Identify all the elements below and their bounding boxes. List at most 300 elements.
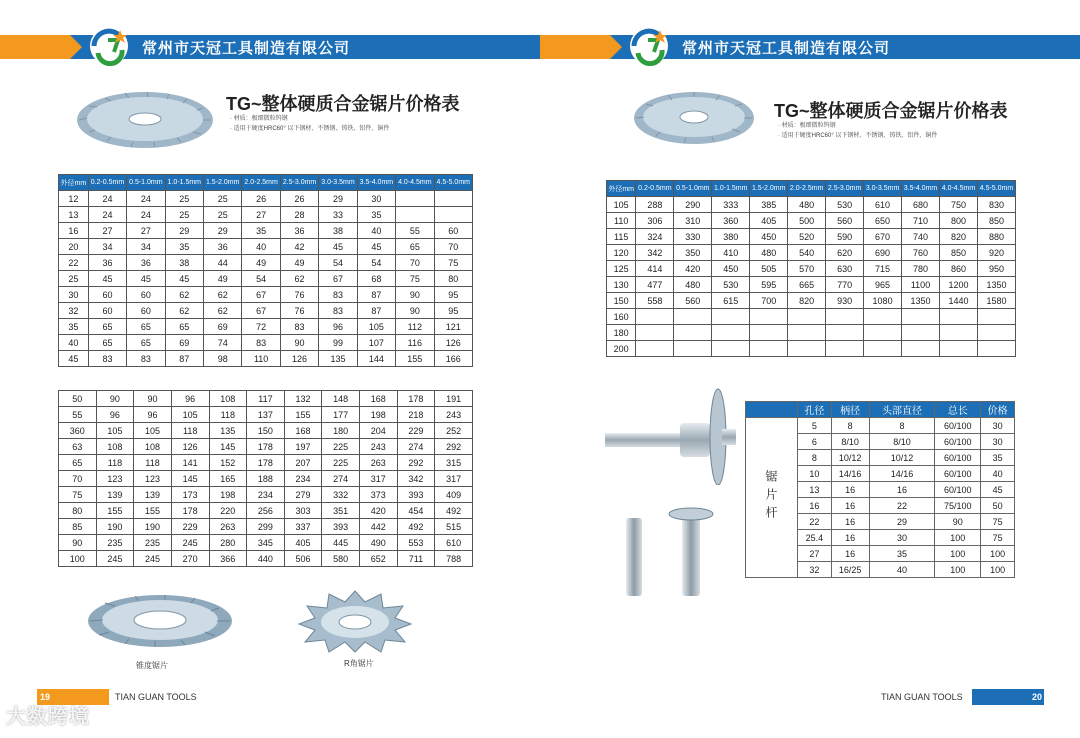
table-cell: 26 xyxy=(242,191,280,207)
table-cell: 317 xyxy=(360,471,398,487)
table-cell: 90 xyxy=(96,391,134,407)
column-header: 总长 xyxy=(935,402,981,418)
table-cell: 420 xyxy=(360,503,398,519)
table-cell: 60 xyxy=(434,223,472,239)
table-cell: 45 xyxy=(981,482,1015,498)
column-header: 3.0-3.5mm xyxy=(319,175,357,191)
column-header: 2.0-2.5mm xyxy=(788,181,826,197)
table-cell: 30 xyxy=(59,287,89,303)
table-cell: 218 xyxy=(397,407,435,423)
r-corner-saw-blade-image xyxy=(295,588,415,654)
table-row xyxy=(59,423,473,439)
table-cell: 75 xyxy=(59,487,97,503)
table-cell: 191 xyxy=(435,391,473,407)
column-header: 0.5-1.0mm xyxy=(674,181,712,197)
table-cell xyxy=(636,325,674,341)
table-row xyxy=(607,197,1016,213)
table-cell: 69 xyxy=(165,335,203,351)
table-row xyxy=(607,325,1016,341)
table-cell: 190 xyxy=(134,519,172,535)
table-cell: 67 xyxy=(319,271,357,287)
table-cell xyxy=(826,309,864,325)
table-cell: 780 xyxy=(902,261,940,277)
table-cell: 35 xyxy=(165,239,203,255)
material-note: · 材质：极细微粒钨钢 xyxy=(230,116,288,122)
table-cell: 100 xyxy=(59,551,97,567)
table-cell: 121 xyxy=(434,319,472,335)
table-cell: 30 xyxy=(357,191,395,207)
table-cell: 65 xyxy=(127,335,165,351)
table-cell: 80 xyxy=(434,271,472,287)
table-cell: 108 xyxy=(134,439,172,455)
table-cell: 26 xyxy=(280,191,318,207)
table-cell: 12 xyxy=(59,191,89,207)
table-cell: 83 xyxy=(242,335,280,351)
watermark: 大数跨境 xyxy=(6,706,90,728)
table-cell: 60 xyxy=(127,287,165,303)
table-cell: 477 xyxy=(636,277,674,293)
table-cell: 62 xyxy=(165,303,203,319)
usage-note: · 适用于硬度HRC60° 以下钢材、不锈钢、铸铁、铝件、铜件 xyxy=(230,126,390,132)
table-cell: 850 xyxy=(940,245,978,261)
table-cell: 711 xyxy=(397,551,435,567)
table-cell: 1350 xyxy=(977,277,1015,293)
table-cell: 98 xyxy=(204,351,242,367)
table-cell xyxy=(712,325,750,341)
table-cell: 177 xyxy=(322,407,360,423)
table-cell: 317 xyxy=(435,471,473,487)
table-cell: 100 xyxy=(935,562,981,578)
table-cell xyxy=(674,309,712,325)
r-corner-saw-caption: R角锯片 xyxy=(344,659,374,668)
table-cell: 120 xyxy=(607,245,636,261)
column-header: 3.5-4.0mm xyxy=(357,175,395,191)
table-cell: 393 xyxy=(397,487,435,503)
saw-arbor-image xyxy=(600,385,750,485)
table-cell: 492 xyxy=(435,503,473,519)
header-accent xyxy=(0,35,70,59)
table-cell: 60/100 xyxy=(935,434,981,450)
table-cell: 385 xyxy=(750,197,788,213)
table-cell: 178 xyxy=(171,503,209,519)
column-header: 柄径 xyxy=(831,402,869,418)
table-cell: 166 xyxy=(434,351,472,367)
table-cell: 65 xyxy=(165,319,203,335)
table-cell: 144 xyxy=(357,351,395,367)
table-cell: 65 xyxy=(88,335,126,351)
table-cell: 72 xyxy=(242,319,280,335)
table-cell: 180 xyxy=(322,423,360,439)
table-cell: 115 xyxy=(607,229,636,245)
table-row xyxy=(59,471,473,487)
table-row xyxy=(59,255,473,271)
table-row xyxy=(59,535,473,551)
table-cell: 87 xyxy=(357,303,395,319)
table-cell xyxy=(712,309,750,325)
table-cell: 67 xyxy=(242,303,280,319)
table-cell: 74 xyxy=(204,335,242,351)
table-cell: 76 xyxy=(280,287,318,303)
table-cell: 112 xyxy=(396,319,434,335)
table-cell: 770 xyxy=(826,277,864,293)
page-number: 20 xyxy=(1032,692,1043,702)
table-cell: 118 xyxy=(171,423,209,439)
table-cell xyxy=(434,207,472,223)
table-cell: 245 xyxy=(171,535,209,551)
saw-blade-image xyxy=(632,90,756,146)
table-cell: 70 xyxy=(59,471,97,487)
table-cell: 110 xyxy=(607,213,636,229)
table-cell: 860 xyxy=(940,261,978,277)
table-cell: 665 xyxy=(788,277,826,293)
table-cell: 126 xyxy=(434,335,472,351)
table-row xyxy=(59,207,473,223)
price-table-3 xyxy=(606,180,1016,357)
table-cell: 100 xyxy=(981,546,1015,562)
table-cell: 108 xyxy=(209,391,247,407)
table-row xyxy=(59,407,473,423)
table-cell: 540 xyxy=(788,245,826,261)
table-cell: 90 xyxy=(280,335,318,351)
table-cell: 234 xyxy=(284,471,322,487)
table-cell xyxy=(750,341,788,357)
column-header: 2.5-3.0mm xyxy=(280,175,318,191)
taper-saw-caption: 锥度锯片 xyxy=(136,661,168,670)
table-cell: 96 xyxy=(319,319,357,335)
table-cell: 1100 xyxy=(902,277,940,293)
table-cell: 90 xyxy=(396,303,434,319)
table-cell: 30 xyxy=(981,418,1015,434)
table-row xyxy=(59,303,473,319)
table-cell xyxy=(636,341,674,357)
table-row xyxy=(59,439,473,455)
table-cell: 130 xyxy=(607,277,636,293)
table-row xyxy=(607,277,1016,293)
table-cell xyxy=(940,309,978,325)
arbor-label xyxy=(746,418,798,578)
column-header: 2.0-2.5mm xyxy=(242,175,280,191)
table-cell: 342 xyxy=(397,471,435,487)
table-header-row xyxy=(746,402,1015,418)
table-cell: 500 xyxy=(788,213,826,229)
table-cell xyxy=(977,341,1015,357)
table-cell: 16/25 xyxy=(831,562,869,578)
table-cell: 105 xyxy=(134,423,172,439)
table-cell: 950 xyxy=(977,261,1015,277)
table-cell: 965 xyxy=(864,277,902,293)
table-cell: 8/10 xyxy=(831,434,869,450)
column-header: 头部直径 xyxy=(869,402,935,418)
table-cell: 62 xyxy=(165,287,203,303)
table-cell xyxy=(396,191,434,207)
table-cell: 25 xyxy=(59,271,89,287)
table-cell: 366 xyxy=(209,551,247,567)
table-cell xyxy=(902,309,940,325)
table-cell: 100 xyxy=(935,546,981,562)
table-cell: 670 xyxy=(864,229,902,245)
table-cell: 760 xyxy=(902,245,940,261)
table-cell: 70 xyxy=(396,255,434,271)
table-cell: 10 xyxy=(798,466,832,482)
table-cell: 126 xyxy=(171,439,209,455)
table-cell: 60/100 xyxy=(935,418,981,434)
table-cell: 55 xyxy=(59,407,97,423)
table-cell: 123 xyxy=(96,471,134,487)
table-cell: 8 xyxy=(869,418,935,434)
table-cell xyxy=(788,309,826,325)
table-cell: 65 xyxy=(127,319,165,335)
table-cell: 263 xyxy=(209,519,247,535)
table-cell: 27 xyxy=(88,223,126,239)
table-cell: 76 xyxy=(280,303,318,319)
table-cell xyxy=(674,341,712,357)
table-cell: 245 xyxy=(134,551,172,567)
table-cell xyxy=(977,309,1015,325)
table-cell: 54 xyxy=(357,255,395,271)
table-cell: 65 xyxy=(59,455,97,471)
table-cell: 27 xyxy=(127,223,165,239)
table-cell: 558 xyxy=(636,293,674,309)
table-cell: 155 xyxy=(284,407,322,423)
table-cell: 25 xyxy=(204,207,242,223)
table-cell: 350 xyxy=(674,245,712,261)
table-cell: 380 xyxy=(712,229,750,245)
table-cell: 90 xyxy=(134,391,172,407)
table-cell: 280 xyxy=(209,535,247,551)
table-cell: 152 xyxy=(209,455,247,471)
column-header: 1.0-1.5mm xyxy=(165,175,203,191)
table-header-row xyxy=(59,175,473,191)
table-cell: 299 xyxy=(247,519,285,535)
table-row xyxy=(607,261,1016,277)
table-cell: 630 xyxy=(826,261,864,277)
table-cell: 95 xyxy=(434,287,472,303)
column-header: 1.0-1.5mm xyxy=(712,181,750,197)
table-cell: 252 xyxy=(435,423,473,439)
table-cell: 505 xyxy=(750,261,788,277)
table-cell: 690 xyxy=(864,245,902,261)
table-cell xyxy=(940,341,978,357)
table-cell: 105 xyxy=(171,407,209,423)
table-cell: 16 xyxy=(59,223,89,239)
table-cell: 279 xyxy=(284,487,322,503)
table-cell: 180 xyxy=(607,325,636,341)
table-row xyxy=(59,335,473,351)
material-note: · 材质：极细微粒钨钢 xyxy=(778,123,836,129)
table-cell: 263 xyxy=(360,455,398,471)
table-cell: 410 xyxy=(712,245,750,261)
table-cell: 80 xyxy=(59,503,97,519)
table-cell: 32 xyxy=(59,303,89,319)
table-cell: 292 xyxy=(397,455,435,471)
table-cell: 788 xyxy=(435,551,473,567)
table-cell: 25 xyxy=(165,191,203,207)
table-cell: 13 xyxy=(798,482,832,498)
table-cell: 420 xyxy=(674,261,712,277)
table-cell: 117 xyxy=(247,391,285,407)
table-row xyxy=(607,229,1016,245)
table-cell: 198 xyxy=(209,487,247,503)
table-cell: 173 xyxy=(171,487,209,503)
table-cell: 414 xyxy=(636,261,674,277)
table-cell: 60 xyxy=(127,303,165,319)
table-cell: 105 xyxy=(96,423,134,439)
table-cell: 60/100 xyxy=(935,450,981,466)
table-cell: 42 xyxy=(280,239,318,255)
table-cell: 145 xyxy=(171,471,209,487)
table-cell: 5 xyxy=(798,418,832,434)
column-header: 0.5-1.0mm xyxy=(127,175,165,191)
table-cell xyxy=(674,325,712,341)
table-cell: 207 xyxy=(284,455,322,471)
table-cell xyxy=(826,325,864,341)
table-row xyxy=(59,551,473,567)
table-cell: 35 xyxy=(869,546,935,562)
table-cell: 13 xyxy=(59,207,89,223)
table-cell: 310 xyxy=(674,213,712,229)
usage-note: · 适用于硬度HRC60° 以下钢材、不锈钢、铸铁、铝件、铜件 xyxy=(778,133,938,139)
table-cell: 10/12 xyxy=(869,450,935,466)
table-cell: 96 xyxy=(96,407,134,423)
table-cell: 45 xyxy=(319,239,357,255)
column-header: 外径mm xyxy=(607,181,636,197)
table-row xyxy=(59,287,473,303)
table-cell xyxy=(902,341,940,357)
table-cell: 36 xyxy=(204,239,242,255)
table-cell: 234 xyxy=(247,487,285,503)
table-cell: 116 xyxy=(396,335,434,351)
table-row xyxy=(607,213,1016,229)
column-header: 4.5-5.0mm xyxy=(977,181,1015,197)
table-cell: 29 xyxy=(204,223,242,239)
table-cell: 65 xyxy=(88,319,126,335)
table-cell: 235 xyxy=(96,535,134,551)
table-cell: 126 xyxy=(280,351,318,367)
table-cell: 118 xyxy=(209,407,247,423)
table-cell: 800 xyxy=(940,213,978,229)
table-cell: 35 xyxy=(981,450,1015,466)
table-cell: 105 xyxy=(607,197,636,213)
table-cell: 90 xyxy=(59,535,97,551)
table-cell: 405 xyxy=(284,535,322,551)
table-cell: 14/16 xyxy=(831,466,869,482)
table-cell: 32 xyxy=(798,562,832,578)
column-header: 1.5-2.0mm xyxy=(750,181,788,197)
table-cell: 34 xyxy=(88,239,126,255)
table-row xyxy=(59,271,473,287)
table-cell: 580 xyxy=(322,551,360,567)
table-cell: 16 xyxy=(869,482,935,498)
table-cell: 220 xyxy=(209,503,247,519)
table-cell: 68 xyxy=(357,271,395,287)
table-cell: 45 xyxy=(59,351,89,367)
table-row xyxy=(59,191,473,207)
table-cell: 34 xyxy=(127,239,165,255)
table-cell: 680 xyxy=(902,197,940,213)
table-cell: 225 xyxy=(322,439,360,455)
table-cell: 22 xyxy=(59,255,89,271)
table-cell: 30 xyxy=(981,434,1015,450)
table-cell: 24 xyxy=(88,207,126,223)
table-cell: 83 xyxy=(280,319,318,335)
table-cell: 62 xyxy=(280,271,318,287)
table-cell: 235 xyxy=(134,535,172,551)
table-cell: 16 xyxy=(831,482,869,498)
table-cell: 108 xyxy=(96,439,134,455)
table-cell: 63 xyxy=(59,439,97,455)
column-header: 3.5-4.0mm xyxy=(902,181,940,197)
table-cell: 123 xyxy=(134,471,172,487)
table-cell: 27 xyxy=(798,546,832,562)
table-cell: 303 xyxy=(284,503,322,519)
table-cell: 168 xyxy=(360,391,398,407)
table-row xyxy=(59,239,473,255)
table-cell: 715 xyxy=(864,261,902,277)
price-table-title: TG~整体硬质合金锯片价格表 xyxy=(774,101,1008,121)
table-cell: 110 xyxy=(242,351,280,367)
table-row xyxy=(607,245,1016,261)
table-cell: 445 xyxy=(322,535,360,551)
table-cell: 40 xyxy=(869,562,935,578)
table-cell: 139 xyxy=(134,487,172,503)
footer-brand: TIAN GUAN TOOLS xyxy=(115,692,197,702)
table-cell: 70 xyxy=(434,239,472,255)
column-header: 0.2-0.5mm xyxy=(88,175,126,191)
table-cell: 14/16 xyxy=(869,466,935,482)
table-cell xyxy=(826,341,864,357)
table-cell: 440 xyxy=(247,551,285,567)
table-cell: 373 xyxy=(360,487,398,503)
table-cell: 342 xyxy=(636,245,674,261)
table-cell xyxy=(636,309,674,325)
price-table-title: TG~整体硬质合金锯片价格表 xyxy=(226,94,460,114)
table-cell: 69 xyxy=(204,319,242,335)
table-cell: 33 xyxy=(319,207,357,223)
table-cell: 333 xyxy=(712,197,750,213)
table-row xyxy=(59,391,473,407)
table-cell: 24 xyxy=(127,207,165,223)
table-cell: 118 xyxy=(134,455,172,471)
table-cell: 8 xyxy=(798,450,832,466)
table-cell: 324 xyxy=(636,229,674,245)
table-cell: 29 xyxy=(165,223,203,239)
table-cell: 65 xyxy=(396,239,434,255)
table-cell: 820 xyxy=(940,229,978,245)
table-cell: 135 xyxy=(209,423,247,439)
table-cell: 178 xyxy=(397,391,435,407)
table-cell: 96 xyxy=(134,407,172,423)
table-cell: 87 xyxy=(165,351,203,367)
column-header: 2.5-3.0mm xyxy=(826,181,864,197)
table-cell: 409 xyxy=(435,487,473,503)
table-cell: 125 xyxy=(607,261,636,277)
table-cell: 40 xyxy=(242,239,280,255)
table-cell: 165 xyxy=(209,471,247,487)
table-cell: 288 xyxy=(636,197,674,213)
table-cell: 480 xyxy=(788,197,826,213)
company-name: 常州市天冠工具制造有限公司 xyxy=(142,40,351,57)
table-cell: 90 xyxy=(935,514,981,530)
table-cell: 141 xyxy=(171,455,209,471)
table-cell: 178 xyxy=(247,439,285,455)
table-row xyxy=(59,519,473,535)
table-cell: 45 xyxy=(165,271,203,287)
table-row xyxy=(59,351,473,367)
table-cell: 590 xyxy=(826,229,864,245)
table-row xyxy=(59,319,473,335)
table-row xyxy=(607,341,1016,357)
table-cell: 850 xyxy=(977,213,1015,229)
